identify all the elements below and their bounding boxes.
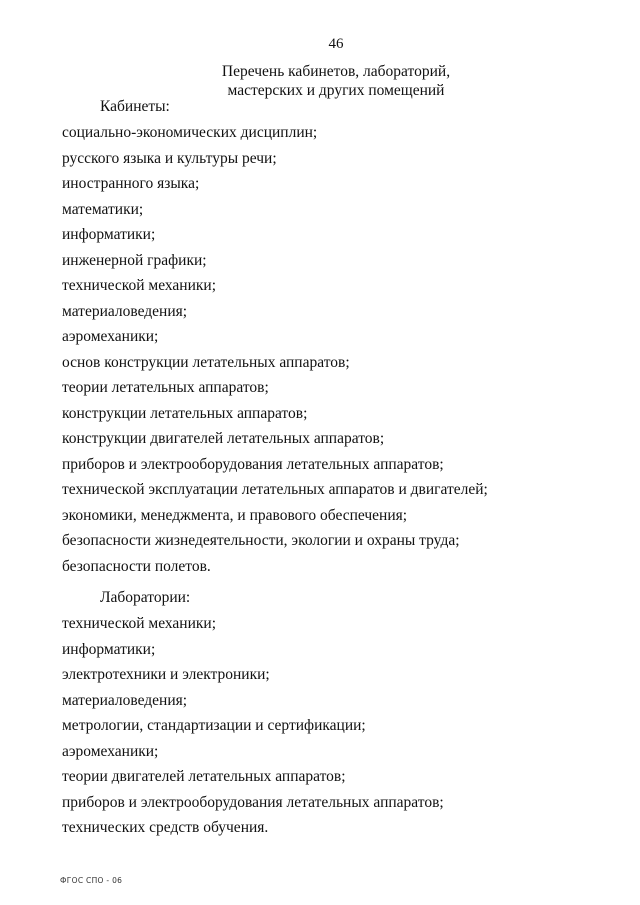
list-item: основ конструкции летательных аппаратов; bbox=[62, 353, 350, 371]
section-heading: Лаборатории: bbox=[100, 589, 191, 606]
page-number: 46 bbox=[328, 36, 344, 52]
laboratories-list bbox=[62, 611, 622, 841]
list-item: приборов и электрооборудования летательных аппаратов; bbox=[62, 455, 444, 473]
list-item: безопасности жизнедеятельности, экологии и охраны труда; bbox=[62, 532, 460, 549]
list-item: метрологии, стандартизации и сертификации; bbox=[62, 717, 366, 734]
document-body bbox=[62, 94, 622, 841]
footer-mark: ФГОС СПО - 06 bbox=[60, 876, 123, 885]
list-item: аэромеханики; bbox=[62, 328, 159, 345]
list-item: математики; bbox=[62, 200, 144, 218]
list-item: технической эксплуатации летательных аппаратов и двигателей; bbox=[62, 481, 488, 498]
list-item: технической механики; bbox=[62, 277, 217, 294]
list-item: материаловедения; bbox=[62, 302, 188, 320]
list-item: технических средств обучения. bbox=[62, 819, 269, 836]
list-item: экономики, менеджмента, и правового обеспечения; bbox=[62, 506, 408, 524]
list-item: иностранного языка; bbox=[62, 175, 200, 192]
list-item: безопасности полетов. bbox=[62, 557, 211, 575]
list-item: конструкции двигателей летательных аппаратов; bbox=[62, 430, 385, 447]
list-item: социально-экономических дисциплин; bbox=[62, 124, 318, 141]
section-heading: Кабинеты: bbox=[100, 98, 170, 115]
title-line-1: Перечень кабинетов, лабораторий, bbox=[221, 63, 451, 80]
list-item: конструкции летательных аппаратов; bbox=[62, 404, 308, 422]
list-item: теории летательных аппаратов; bbox=[62, 379, 269, 396]
list-item: приборов и электрооборудования летательных аппаратов; bbox=[62, 793, 444, 811]
title-line-2: мастерских и других помещений bbox=[227, 82, 445, 99]
list-item: информатики; bbox=[62, 640, 156, 658]
list-item: технической механики; bbox=[62, 615, 217, 632]
list-item: материаловедения; bbox=[62, 691, 188, 709]
list-item: информатики; bbox=[62, 226, 156, 243]
list-item: электротехники и электроники; bbox=[62, 666, 270, 683]
list-item: русского языка и культуры речи; bbox=[62, 149, 277, 167]
section-cabinets bbox=[62, 94, 622, 579]
section-laboratories bbox=[62, 585, 622, 841]
list-item: инженерной графики; bbox=[62, 251, 207, 269]
list-item: теории двигателей летательных аппаратов; bbox=[62, 768, 346, 785]
list-item: аэромеханики; bbox=[62, 742, 159, 760]
cabinets-list bbox=[62, 120, 622, 579]
